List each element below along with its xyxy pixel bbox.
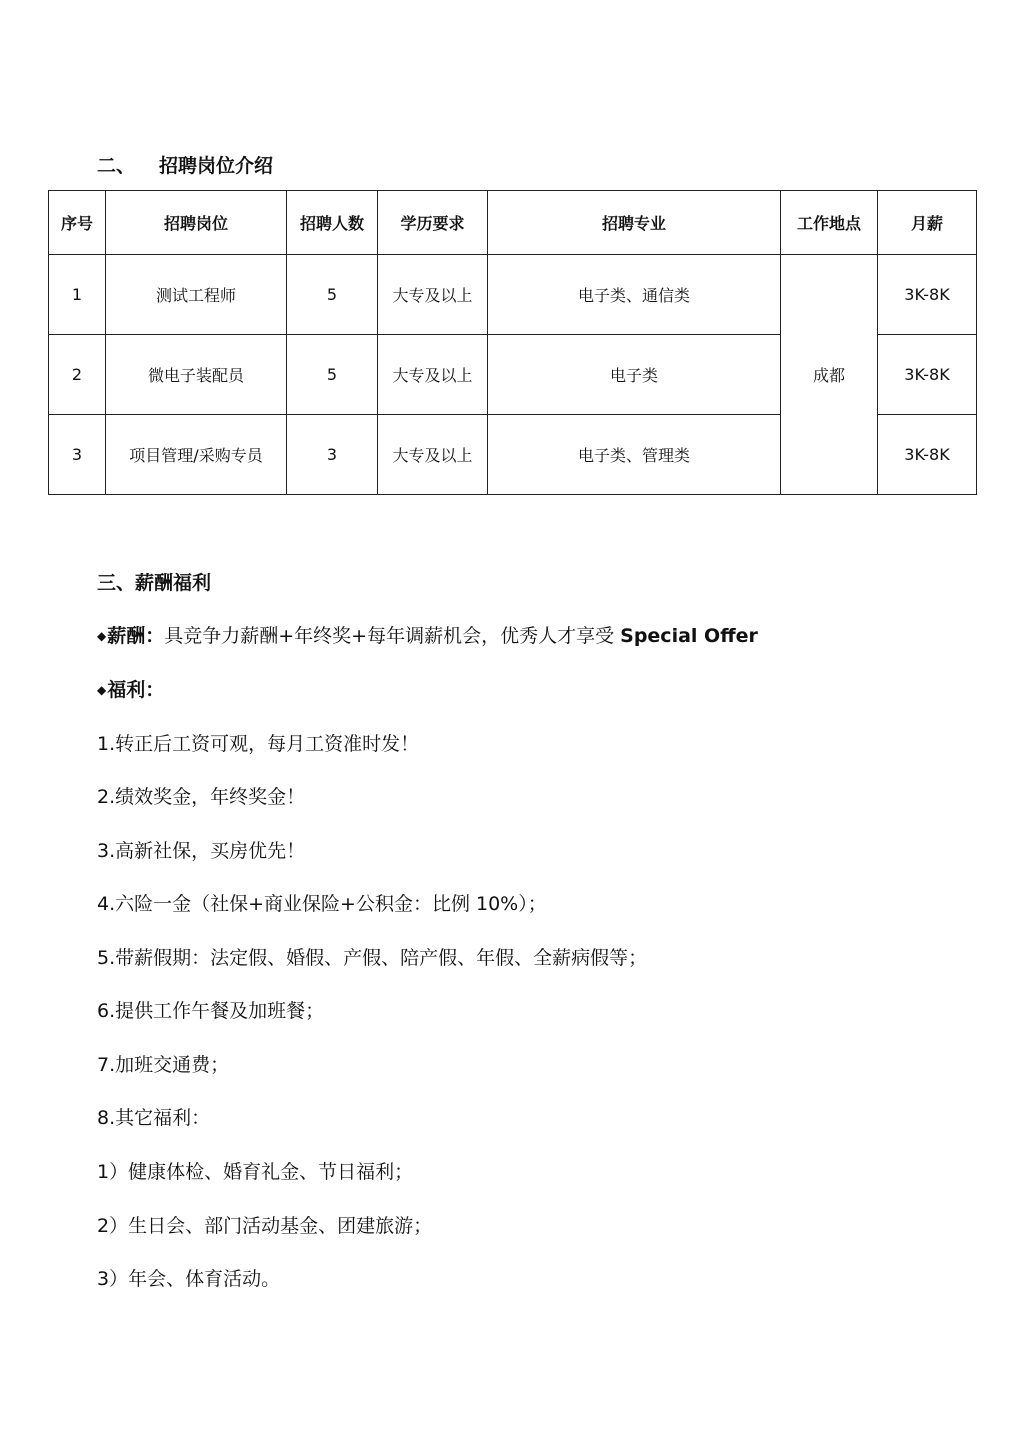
list-item: 3.高新社保，买房优先！ <box>97 840 306 862</box>
cell-no: 1 <box>49 255 106 335</box>
section-number: 二、 <box>97 155 136 177</box>
cell-no: 3 <box>49 415 106 495</box>
cell-salary: 3K-8K <box>878 415 977 495</box>
cell-no: 2 <box>49 335 106 415</box>
list-item: 7.加班交通费； <box>97 1054 230 1076</box>
special-offer: Special Offer <box>620 625 758 647</box>
benefits-heading <box>97 675 164 702</box>
section-title-positions <box>97 151 273 178</box>
cell-education: 大专及以上 <box>378 415 488 495</box>
benefits-label: 福利： <box>107 679 165 701</box>
positions-table <box>48 190 977 495</box>
diamond-bullet-icon: ◆ <box>97 629 107 643</box>
salary-text: 具竞争力薪酬+年终奖+每年调薪机会，优秀人才享受 <box>164 625 621 647</box>
header-salary: 月薪 <box>878 191 977 255</box>
list-item: 8.其它福利： <box>97 1107 211 1129</box>
cell-major: 电子类、管理类 <box>488 415 781 495</box>
header-no: 序号 <box>49 191 106 255</box>
list-item: 3）年会、体育活动。 <box>97 1268 281 1290</box>
cell-position: 测试工程师 <box>106 255 287 335</box>
cell-position: 项目管理/采购专员 <box>106 415 287 495</box>
table-header-row <box>49 191 977 255</box>
list-item: 2）生日会、部门活动基金、团建旅游； <box>97 1215 433 1237</box>
cell-salary: 3K-8K <box>878 335 977 415</box>
cell-count: 5 <box>287 255 378 335</box>
header-education: 学历要求 <box>378 191 488 255</box>
diamond-bullet-icon: ◆ <box>97 683 107 697</box>
list-item: 1）健康体检、婚育礼金、节日福利； <box>97 1161 414 1183</box>
cell-education: 大专及以上 <box>378 255 488 335</box>
list-item: 2.绩效奖金，年终奖金！ <box>97 786 306 808</box>
salary-paragraph <box>97 621 758 648</box>
cell-major: 电子类 <box>488 335 781 415</box>
cell-position: 微电子装配员 <box>106 335 287 415</box>
cell-salary: 3K-8K <box>878 255 977 335</box>
cell-education: 大专及以上 <box>378 335 488 415</box>
list-item: 1.转正后工资可观，每月工资准时发！ <box>97 733 420 755</box>
list-item: 6.提供工作午餐及加班餐； <box>97 1000 325 1022</box>
header-position: 招聘岗位 <box>106 191 287 255</box>
section-title-text: 招聘岗位介绍 <box>159 155 274 177</box>
table-row <box>49 255 977 335</box>
header-location: 工作地点 <box>781 191 878 255</box>
header-major: 招聘专业 <box>488 191 781 255</box>
cell-major: 电子类、通信类 <box>488 255 781 335</box>
list-item: 4.六险一金（社保+商业保险+公积金：比例 10%）； <box>97 893 547 915</box>
list-item: 5.带薪假期：法定假、婚假、产假、陪产假、年假、全薪病假等； <box>97 947 648 969</box>
section-title-benefits: 三、薪酬福利 <box>97 572 212 594</box>
cell-count: 5 <box>287 335 378 415</box>
cell-location: 成都 <box>781 255 878 495</box>
cell-count: 3 <box>287 415 378 495</box>
salary-label: 薪酬： <box>107 625 165 647</box>
header-count: 招聘人数 <box>287 191 378 255</box>
